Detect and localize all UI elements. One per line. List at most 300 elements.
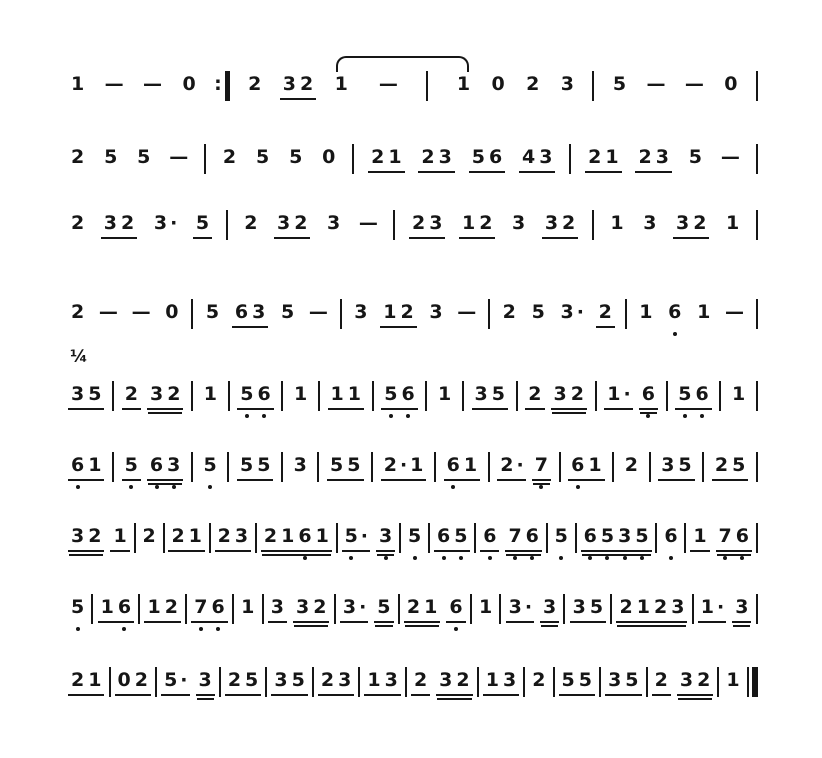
beamed-note-group [675,383,711,410]
note-digit: 1 [147,596,161,618]
note-digit: 1 [383,301,397,323]
note-cell [525,383,587,410]
note-cell [68,525,130,552]
beamed-note-group [568,454,604,481]
note-cell [134,146,153,173]
barline [91,594,93,624]
barline [112,381,114,411]
note-digit: 2 [693,212,707,234]
beamed-note-group [505,525,541,552]
note-digit: 3 [274,669,288,691]
beamed-note-group [472,383,508,410]
note-digit: 3 [282,73,296,95]
note-digit: 1 [88,454,102,476]
barline [398,594,400,624]
note-digit: 1 [294,383,308,405]
augmentation-dot: · [359,596,367,618]
note-digit: 5 [291,669,305,691]
note-digit: 3 [539,146,553,168]
beamed-note-group [318,669,354,696]
barline [219,667,221,697]
barline [399,523,401,553]
beamed-note-group [596,301,615,328]
note-cell [480,525,542,552]
note-digit: 1 [438,383,452,405]
beamed-note-group [540,596,559,623]
beamed-note-group [542,212,578,239]
barline [756,523,758,553]
note-digit: 6 [449,596,463,618]
note [332,73,351,100]
beamed-note-group [280,73,316,100]
barline [592,210,594,240]
note [351,301,370,328]
note-digit: 1 [478,596,493,618]
note [286,146,305,173]
note-digit: 2 [532,669,546,691]
note-cell [683,73,706,100]
note-cell [274,212,310,239]
note-digit: 6 [668,301,682,323]
barline [756,594,758,624]
note [220,146,239,173]
note-digit: 1 [241,596,255,618]
dash-extension: — [131,301,151,323]
note-cell [327,454,363,481]
note-cell [201,383,220,410]
note-cell [167,146,190,173]
note [291,383,310,410]
barline [425,381,427,411]
beamed-note-group [101,212,137,239]
barline [756,71,758,101]
barline [163,523,165,553]
beamed-note-group [605,669,641,696]
barline [563,594,565,624]
note-cell [581,525,652,552]
repeat-barline-thick [225,71,230,101]
augmentation-dot: · [576,301,584,323]
note [607,212,626,239]
note-digit: 3 [544,212,559,234]
beamed-note-group [409,212,445,239]
note-digit: 5 [635,525,649,547]
note-digit: 2 [406,596,421,618]
note [665,301,684,328]
note-cell [68,146,87,173]
augmentation-dot: · [524,596,533,618]
beamed-note-group [147,454,183,481]
barline [756,210,758,240]
note-cell [238,596,257,623]
final-barline [747,667,758,697]
note [694,301,713,328]
note-cell [616,596,687,623]
beamed-note-group [147,383,183,410]
beamed-note-group [585,146,621,173]
note-cell [139,525,158,552]
note [201,383,220,410]
note-digit: 6 [71,454,85,476]
score-lower-systems [68,383,758,697]
note-cell [644,73,667,100]
note-cell [215,525,251,552]
note-digit: 2 [383,454,397,476]
note-cell [68,596,87,623]
note-digit: 1 [424,596,438,618]
note-digit: 5 [612,73,627,95]
beamed-note-group [673,212,709,239]
note-cell [141,73,164,100]
note-digit: 3 [149,383,164,405]
beamed-note-group [690,525,709,552]
line-6 [68,454,758,482]
barline [717,667,719,697]
note-cell [675,383,711,410]
beamed-note-group [237,454,273,481]
note-cell [364,669,400,696]
beamed-note-group [340,596,368,623]
note-digit: 2 [570,383,584,405]
note-cell [130,301,153,328]
note-digit: 5 [104,146,118,168]
dash-extension: — [457,301,477,323]
note [476,596,495,623]
note-digit: 3 [295,596,310,618]
barline [569,144,571,174]
note-cell [144,596,180,623]
note [723,301,746,328]
note-digit: 3 [655,146,669,168]
note-digit: 6 [149,454,164,476]
note-cell [324,212,343,239]
note-cell [162,301,181,328]
note-digit: 0 [322,146,336,168]
beamed-note-group [68,383,104,410]
note-cell [168,525,204,552]
dash-extension: — [169,146,189,168]
note-digit: 2 [142,525,156,547]
note-cell [101,146,120,173]
note-cell [241,212,260,239]
note-cell [418,146,454,173]
note-digit: 2 [71,212,85,234]
note-cell [380,301,416,328]
dash-extension: — [720,146,740,168]
dash-extension: — [684,73,704,95]
barline [191,452,193,482]
note-digit: 5 [239,454,254,476]
note-digit: 6 [117,596,132,618]
note [435,383,454,410]
note [203,301,222,328]
dash-extension: — [358,212,378,234]
note-digit: 3 [234,525,249,547]
note-digit: 5 [561,669,575,691]
note-digit: 2 [71,301,85,323]
note [683,73,706,100]
note [661,525,680,552]
barline [352,144,354,174]
note-digit: 1 [88,669,102,691]
repeat-barline [214,73,230,101]
barline [702,452,704,482]
score-upper-systems [68,73,758,329]
note-digit: 1 [315,525,329,547]
note-cell [191,596,227,623]
barline [340,299,342,329]
note-digit: 3 [661,454,675,476]
beamed-note-group [122,383,141,410]
beamed-note-group [342,525,370,552]
beamed-note-group [698,596,726,623]
note-cell [652,669,714,696]
note [241,212,260,239]
note-cell [459,212,495,239]
note-digit: 1 [639,301,653,323]
note-digit: 2 [222,146,237,168]
note-cell [151,212,179,239]
note-digit: 5 [88,383,102,405]
barline [134,523,136,553]
note-digit: 6 [436,525,451,547]
note-cell [98,596,134,623]
note-digit: 1 [281,525,295,547]
beamed-note-group [268,596,287,623]
note [640,212,659,239]
note-cell [426,301,445,328]
note [529,669,548,696]
note-digit: 3 [293,454,307,476]
barline [209,523,211,553]
dash-extension: — [143,73,163,95]
note [151,212,179,239]
note-cell [558,73,577,100]
note-digit: 1 [588,454,602,476]
note-digit: 6 [735,525,750,547]
note-cell [723,669,742,696]
beamed-note-group [519,146,555,173]
note-digit: 5 [347,454,361,476]
note-digit: 0 [491,73,505,95]
note-digit: 7 [534,454,548,476]
note-digit: 5 [625,669,639,691]
note-cell [68,73,87,100]
note-digit: 3 [439,669,453,691]
barline [185,594,187,624]
beamed-note-group [376,525,395,552]
note-digit: 3 [252,301,266,323]
note-digit: 2 [248,73,262,95]
note [324,212,343,239]
barline [592,71,594,101]
note-cell [225,669,261,696]
beamed-note-group [497,454,525,481]
note-digit: 2 [714,454,729,476]
line-5 [68,383,758,411]
beamed-note-group [677,669,713,696]
note-digit: 2 [244,212,258,234]
note [68,146,87,173]
note-digit: 2 [638,146,652,168]
note-cell [332,73,351,100]
barline [393,210,395,240]
barline [499,594,501,624]
note [529,301,548,328]
note-digit: 5 [491,383,505,405]
note-digit: 5 [256,146,270,168]
note-cell [253,146,272,173]
note-digit: 6 [483,525,497,547]
note-digit: 2 [371,146,385,168]
note-digit: 5 [257,454,271,476]
note-digit: 1 [726,669,740,691]
note-digit: 5 [471,146,485,168]
line-1 [68,73,758,101]
barline [756,299,758,329]
note-digit: 6 [488,146,503,168]
note-cell [636,301,655,328]
barline [191,299,193,329]
beamed-note-group [480,525,499,552]
note [103,73,126,100]
note-cell [97,301,120,328]
final-barline-thick [752,667,758,697]
note-digit: 3 [508,596,522,618]
beamed-note-group [604,383,632,410]
note-digit: 2 [654,669,668,691]
note-digit: 2 [479,212,493,234]
beamed-note-group [459,212,495,239]
note-cell [220,146,239,173]
note-digit: 5 [589,596,604,618]
note-digit: 3 [277,212,291,234]
note-digit: 2 [598,301,612,323]
note-digit: 3 [608,669,622,691]
note-cell [342,525,396,552]
note [622,454,641,481]
note-cell [261,525,332,552]
note-cell [68,454,104,481]
note-digit: 6 [234,301,249,323]
barline [462,381,464,411]
note-digit: 3 [71,525,85,547]
note-cell [519,146,555,173]
note-digit: 6 [525,525,539,547]
repeat-dots: : [214,73,222,95]
note-digit: 2 [227,669,242,691]
note-digit: 2 [217,525,231,547]
note-digit: 2 [263,525,278,547]
barline [138,594,140,624]
note-cell [68,669,104,696]
beamed-note-group [716,525,752,552]
beamed-note-group [271,669,307,696]
note-digit: 2 [294,212,308,234]
augmentation-dot: · [516,454,524,476]
note-digit: 6 [583,525,597,547]
note-cell [103,73,126,100]
barline [612,452,614,482]
line-7 [68,525,758,553]
barline [227,452,229,482]
note-cell [719,146,742,173]
note-digit: 2 [588,146,602,168]
note-digit: 5 [377,596,391,618]
note-digit: 3 [560,73,575,95]
note-digit: 7 [194,596,208,618]
note-digit: 5 [289,146,303,168]
beamed-note-group [635,146,671,173]
note [729,383,748,410]
note-digit: 2 [400,301,414,323]
note [523,73,542,100]
barline [516,381,518,411]
note-digit: 1 [100,596,114,618]
barline [666,381,668,411]
note [162,301,181,328]
beamed-note-group [110,525,129,552]
beamed-note-group [115,669,151,696]
barline [655,523,657,553]
beamed-note-group [196,669,215,696]
note-digit: 3 [679,669,694,691]
beamed-note-group [168,525,204,552]
note-digit: 1 [188,525,202,547]
beamed-note-group [98,596,134,623]
note-digit: 3 [354,301,368,323]
note [307,301,330,328]
note-digit: 3 [560,301,574,323]
dash-extension: — [308,301,328,323]
beamed-note-group [581,525,652,552]
note-cell [552,525,571,552]
note-digit: 5 [280,301,295,323]
beamed-note-group [68,454,104,481]
beamed-note-group [506,596,534,623]
note-digit: 6 [571,454,585,476]
note-digit: 3 [643,212,657,234]
note [357,212,380,239]
note-cell [405,525,424,552]
note-cell [523,73,542,100]
note [68,212,87,239]
barline [109,667,111,697]
note-cell [610,73,629,100]
barline [719,381,721,411]
note-cell [291,454,310,481]
barline [756,381,758,411]
note [139,525,158,552]
beamed-note-group [215,525,251,552]
barline [559,452,561,482]
note [644,73,667,100]
note-digit: 0 [724,73,738,95]
barline [488,299,490,329]
beamed-note-group [327,454,363,481]
note-cell [497,454,551,481]
barline [262,594,264,624]
note [68,596,87,623]
note [426,301,445,328]
note-digit: 2 [167,383,181,405]
barline [226,210,228,240]
note-digit: 1 [605,146,619,168]
note-digit: 3 [342,596,357,618]
barline [470,594,472,624]
note [558,301,586,328]
note [68,73,87,100]
